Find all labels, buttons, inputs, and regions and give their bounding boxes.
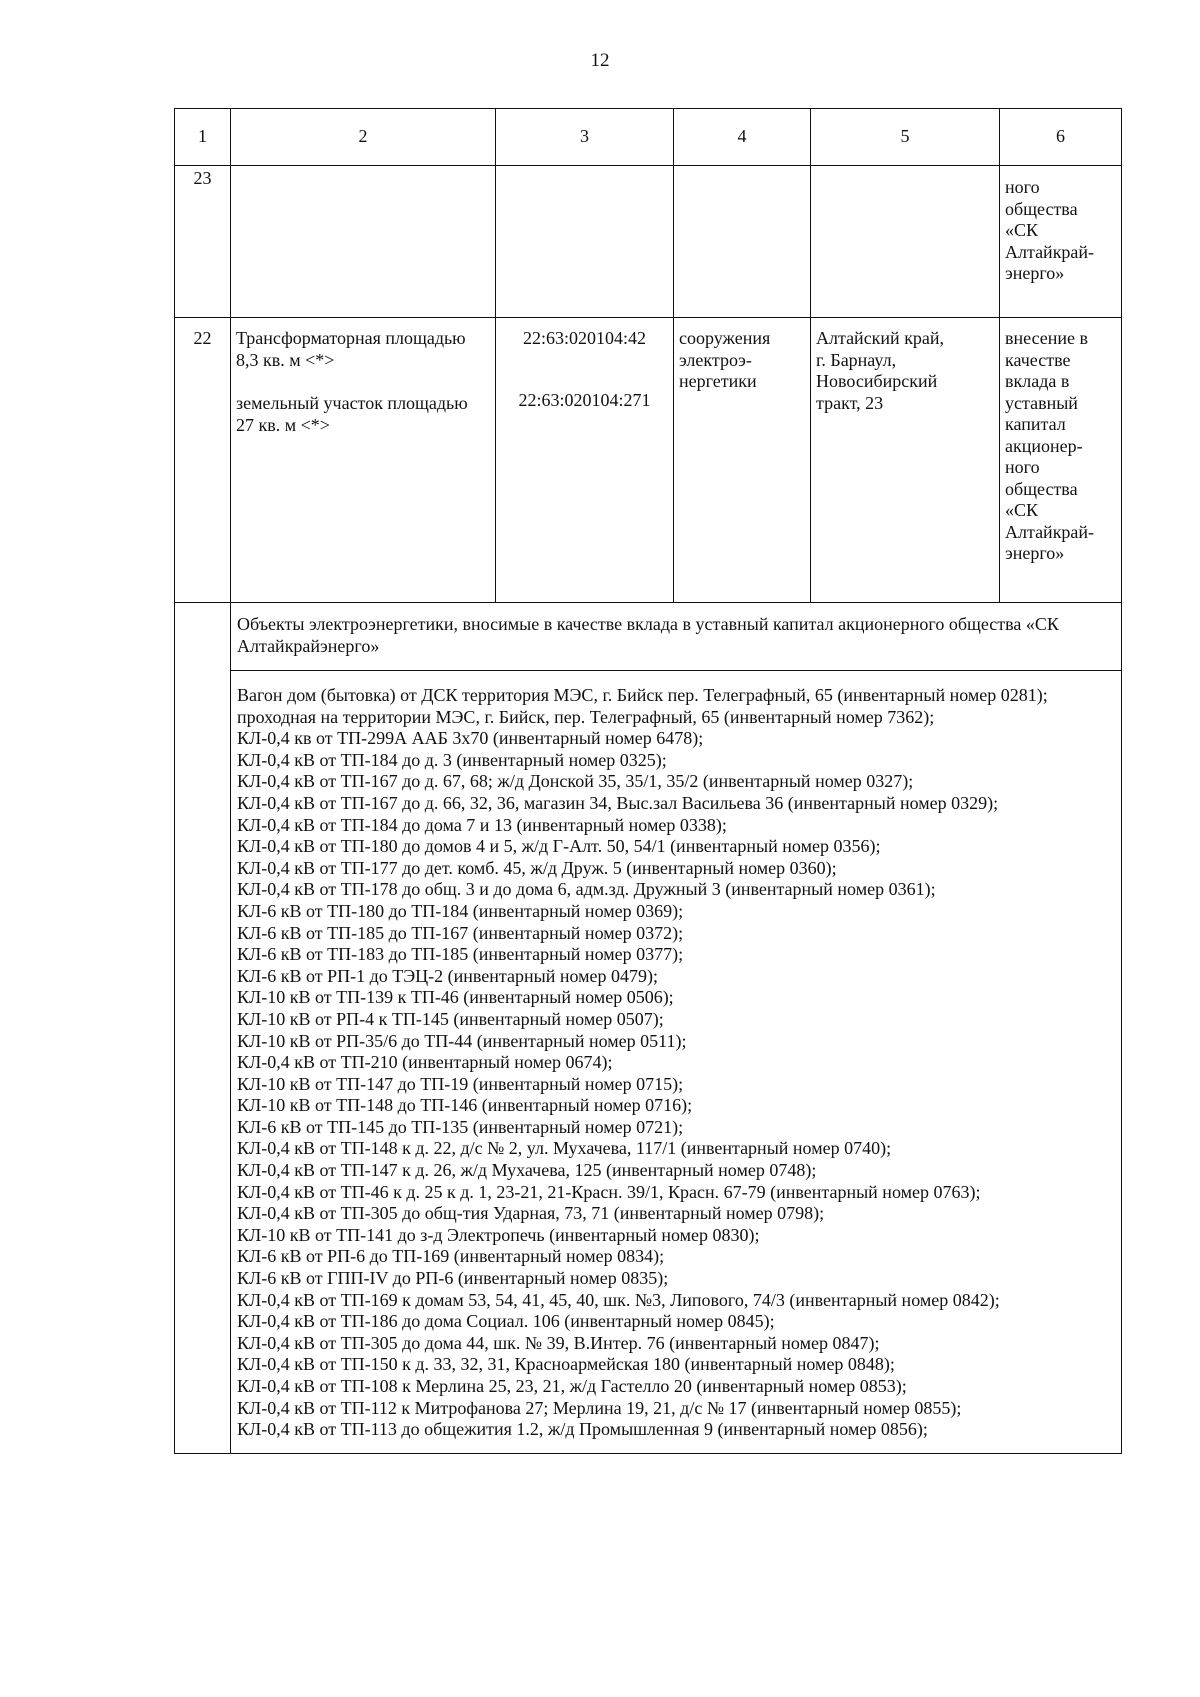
cell-line: ного xyxy=(1005,177,1040,197)
cell-line: капитал xyxy=(1005,414,1066,434)
cell-line: общества xyxy=(1005,198,1078,219)
cell-line: акционер- xyxy=(1005,435,1083,456)
list-item: КЛ-6 кВ от ТП-145 до ТП-135 (инвентарный номер 0721); xyxy=(237,1116,684,1137)
cell-line: «СК xyxy=(1005,500,1039,520)
list-item: КЛ-0,4 кВ от ТП-167 до д. 66, 32, 36, магазин 34, Выс.зал Васильева 36 (инвентарный номер 0329); xyxy=(237,792,999,813)
list-item: КЛ-0,4 кВ от ТП-305 до дома 44, шк. № 39, В.Интер. 76 (инвентарный номер 0847); xyxy=(237,1332,880,1353)
table-cell xyxy=(231,166,496,318)
cell-line: тракт, 23 xyxy=(816,392,884,413)
page-number: 12 xyxy=(590,50,610,71)
list-item: КЛ-0,4 кВ от ТП-178 до общ. 3 и до дома 6, адм.зд. Дружный 3 (инвентарный номер 0361); xyxy=(237,879,936,900)
cell-line: «СК xyxy=(1005,220,1039,240)
header-cell: 6 xyxy=(1000,109,1122,166)
cadastral-number: 22:63:020104:271 xyxy=(518,389,651,410)
list-item: КЛ-0,4 кв от ТП-299А ААБ 3х70 (инвентарный номер 6478); xyxy=(237,728,704,749)
list-item: КЛ-0,4 кВ от ТП-184 до д. 3 (инвентарный номер 0325); xyxy=(237,749,667,770)
header-cell: 5 xyxy=(811,109,1000,166)
cell-line: сооружения xyxy=(679,328,771,348)
row-number-label: 23 xyxy=(193,167,212,188)
cell-line: уставный xyxy=(1005,392,1078,413)
table-cell xyxy=(674,166,811,318)
list-item: КЛ-0,4 кВ от ТП-46 к д. 25 к д. 1, 23-21, 21-Красн. 39/1, Красн. 67-79 (инвентарный номер 0763); xyxy=(237,1181,981,1202)
cell-line: Новосибирский xyxy=(816,371,938,391)
list-item: КЛ-0,4 кВ от ТП-147 к д. 26, ж/д Мухачева, 125 (инвентарный номер 0748); xyxy=(237,1160,817,1181)
table-cell xyxy=(496,166,674,318)
cell-line: энерго» xyxy=(1005,543,1065,563)
object-name: Трансформаторная площадью 8,3 кв. м <*> xyxy=(236,328,466,370)
cadastral-cell xyxy=(496,318,674,603)
list-item: КЛ-0,4 кВ от ТП-210 (инвентарный номер 0674); xyxy=(237,1052,613,1073)
list-item: КЛ-10 кВ от ТП-141 до з-д Электропечь (инвентарный номер 0830); xyxy=(237,1224,760,1245)
table-cell xyxy=(811,166,1000,318)
cell-line: электроэ- xyxy=(679,349,752,370)
cell-line: нергетики xyxy=(679,371,757,391)
section-title: Объекты электроэнергетики, вносимые в качестве вклада в уставный капитал акционерного общества «СК Алтайкрайэнерго» xyxy=(231,603,1122,671)
header-cell: 4 xyxy=(674,109,811,166)
cell-line: г. Барнаул, xyxy=(816,349,897,370)
purpose-cell xyxy=(1000,166,1122,318)
list-item: КЛ-0,4 кВ от ТП-108 к Мерлина 25, 23, 21, ж/д Гастелло 20 (инвентарный номер 0853); xyxy=(237,1376,907,1396)
table-row xyxy=(175,318,1122,603)
list-item: КЛ-0,4 кВ от ТП-112 к Митрофанова 27; Мерлина 19, 21, д/с № 17 (инвентарный номер 0855); xyxy=(237,1397,962,1418)
table-row xyxy=(175,166,1122,318)
cadastral-number: 22:63:020104:42 xyxy=(522,328,646,348)
address-cell xyxy=(811,318,1000,603)
cell-line: Алтайкрай- xyxy=(1005,521,1095,542)
table-row xyxy=(175,671,1122,1454)
list-item: КЛ-0,4 кВ от ТП-180 до домов 4 и 5, ж/д Г-Алт. 50, 54/1 (инвентарный номер 0356); xyxy=(237,836,881,857)
cell-line: ного xyxy=(1005,457,1040,477)
object-name: земельный участок площадью 27 кв. м <*> xyxy=(236,393,468,435)
list-item: КЛ-0,4 кВ от ТП-148 к д. 22, д/с № 2, ул. Мухачева, 117/1 (инвентарный номер 0740); xyxy=(237,1138,892,1159)
cell-line: внесение в xyxy=(1005,328,1089,348)
cell-line: Алтайский край, xyxy=(816,328,945,348)
objects-list xyxy=(231,671,1122,1454)
list-item: КЛ-6 кВ от РП-6 до ТП-169 (инвентарный номер 0834); xyxy=(237,1246,665,1267)
cell-line: общества xyxy=(1005,478,1078,499)
list-item: КЛ-6 кВ от ТП-180 до ТП-184 (инвентарный номер 0369); xyxy=(237,900,684,921)
purpose-cell xyxy=(1000,318,1122,603)
list-item: КЛ-0,4 кВ от ТП-177 до дет. комб. 45, ж/д Друж. 5 (инвентарный номер 0360); xyxy=(237,857,837,878)
list-item: КЛ-10 кВ от РП-4 к ТП-145 (инвентарный номер 0507); xyxy=(237,1008,664,1029)
list-item: КЛ-10 кВ от ТП-148 до ТП-146 (инвентарный номер 0716); xyxy=(237,1095,693,1116)
header-row xyxy=(175,109,1122,166)
property-table xyxy=(174,108,1122,1454)
list-item: КЛ-6 кВ от ТП-183 до ТП-185 (инвентарный номер 0377); xyxy=(237,944,684,965)
cell-line: вклада в xyxy=(1005,371,1070,391)
list-item: КЛ-0,4 кВ от ТП-150 к д. 33, 32, 31, Красноармейская 180 (инвентарный номер 0848); xyxy=(237,1354,895,1375)
table-row xyxy=(175,603,1122,671)
list-item: КЛ-0,4 кВ от ТП-305 до общ-тия Ударная, 73, 71 (инвентарный номер 0798); xyxy=(237,1203,825,1224)
header-cell: 1 xyxy=(175,109,231,166)
list-item: КЛ-10 кВ от РП-35/6 до ТП-44 (инвентарный номер 0511); xyxy=(237,1030,687,1051)
list-item: КЛ-0,4 кВ от ТП-184 до дома 7 и 13 (инвентарный номер 0338); xyxy=(237,814,727,835)
cell-line: энерго» xyxy=(1005,263,1065,283)
list-item: Вагон дом (бытовка) от ДСК территория МЭС, г. Бийск пер. Телеграфный, 65 (инвентарный номер 0281); xyxy=(237,685,1048,705)
header-cell: 3 xyxy=(496,109,674,166)
list-item: КЛ-6 кВ от ГПП-IV до РП-6 (инвентарный номер 0835); xyxy=(237,1268,669,1289)
list-item: КЛ-6 кВ от РП-1 до ТЭЦ-2 (инвентарный номер 0479); xyxy=(237,965,658,986)
list-item: КЛ-0,4 кВ от ТП-167 до д. 67, 68; ж/д Донской 35, 35/1, 35/2 (инвентарный номер 0327); xyxy=(237,771,914,792)
type-cell xyxy=(674,318,811,603)
list-item: КЛ-0,4 кВ от ТП-113 до общежития 1.2, ж/д Промышленная 9 (инвентарный номер 0856); xyxy=(237,1419,928,1440)
list-item: КЛ-10 кВ от ТП-139 к ТП-46 (инвентарный номер 0506); xyxy=(237,987,674,1008)
object-cell xyxy=(231,318,496,603)
header-cell: 2 xyxy=(231,109,496,166)
list-item: КЛ-0,4 кВ от ТП-169 к домам 53, 54, 41, 45, 40, шк. №3, Липового, 74/3 (инвентарный номер 0842); xyxy=(237,1289,1000,1310)
list-item: КЛ-6 кВ от ТП-185 до ТП-167 (инвентарный номер 0372); xyxy=(237,922,684,943)
list-item: проходная на территории МЭС, г. Бийск, пер. Телеграфный, 65 (инвентарный номер 7362); xyxy=(237,706,935,727)
list-item: КЛ-0,4 кВ от ТП-186 до дома Социал. 106 (инвентарный номер 0845); xyxy=(237,1311,775,1332)
cell-line: Алтайкрай- xyxy=(1005,241,1095,262)
cell-line: качестве xyxy=(1005,349,1071,370)
row-number: 22 xyxy=(175,318,231,603)
objects-list-body xyxy=(237,685,1115,1441)
list-item: КЛ-10 кВ от ТП-147 до ТП-19 (инвентарный номер 0715); xyxy=(237,1073,684,1094)
